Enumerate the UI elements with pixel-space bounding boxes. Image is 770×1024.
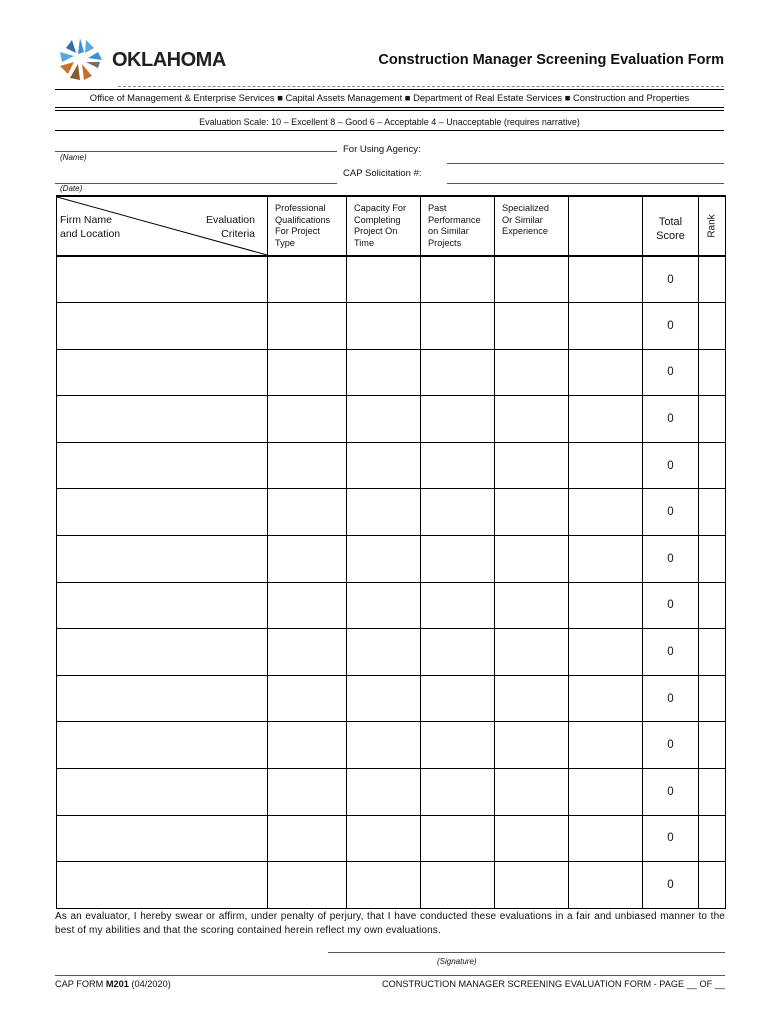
criteria-5-cell[interactable]: [569, 489, 643, 536]
evaluation-scale: Evaluation Scale: 10 – Excellent 8 – Good 6 – Acceptable 4 – Unacceptable (requires narrative): [199, 117, 580, 127]
criteria-3-cell[interactable]: [421, 396, 495, 443]
rank-cell[interactable]: [699, 442, 726, 489]
rank-cell[interactable]: [699, 489, 726, 536]
footer-divider: [55, 975, 725, 976]
table-row: [57, 303, 726, 350]
criteria-4-cell[interactable]: [495, 489, 569, 536]
criteria-5-cell[interactable]: [569, 536, 643, 583]
logo-wordmark: OKLAHOMA: [112, 49, 226, 71]
criteria-1-cell[interactable]: [268, 862, 347, 909]
criteria-2-cell[interactable]: [347, 769, 421, 816]
criteria-2-cell[interactable]: [347, 442, 421, 489]
criteria-4-cell[interactable]: [495, 349, 569, 396]
table-row: [57, 442, 726, 489]
agency-divider-bottom: [55, 110, 724, 111]
table-row: [57, 349, 726, 396]
total-score-cell: 0: [643, 582, 699, 629]
criteria-1-cell[interactable]: [268, 303, 347, 350]
rank-cell[interactable]: [699, 349, 726, 396]
signature-field[interactable]: [328, 952, 725, 953]
evaluation-table: [56, 195, 726, 909]
criteria-1-cell[interactable]: [268, 629, 347, 676]
rank-cell[interactable]: [699, 675, 726, 722]
agency-divider-top: [55, 107, 724, 108]
criteria-5-cell[interactable]: [569, 582, 643, 629]
agency-label: For Using Agency:: [343, 144, 421, 155]
firm-name-header: Firm Name and Location: [60, 214, 121, 240]
criteria-4-cell[interactable]: [495, 862, 569, 909]
criteria-4-cell[interactable]: [495, 629, 569, 676]
criteria-2-cell[interactable]: [347, 629, 421, 676]
evaluator-oath: As an evaluator, I hereby swear or affirm, under penalty of perjury, that I have conducted these evaluations in a fair and unbiased manner to the best of my abilities and that the scoring contained herein reflect my own evaluations.: [55, 911, 725, 936]
criteria-1-cell[interactable]: [268, 769, 347, 816]
criteria-3-cell[interactable]: [421, 489, 495, 536]
table-row: [57, 256, 726, 303]
criteria-1-cell[interactable]: [268, 489, 347, 536]
agency-field[interactable]: [447, 163, 724, 164]
rank-cell[interactable]: [699, 769, 726, 816]
criteria-3-cell[interactable]: [421, 256, 495, 303]
rank-cell[interactable]: [699, 862, 726, 909]
criteria-2-cell[interactable]: [347, 675, 421, 722]
rank-cell[interactable]: [699, 536, 726, 583]
criteria-2-cell[interactable]: [347, 536, 421, 583]
criteria-1-cell[interactable]: [268, 582, 347, 629]
criteria-header-4: Specialized Or Similar Experience: [495, 196, 569, 256]
firm-cell[interactable]: [57, 815, 268, 862]
criteria-5-cell[interactable]: [569, 815, 643, 862]
criteria-4-cell[interactable]: [495, 815, 569, 862]
total-score-cell: 0: [643, 396, 699, 443]
criteria-5-cell[interactable]: [569, 256, 643, 303]
solicitation-label: CAP Solicitation #:: [343, 168, 422, 179]
total-score-cell: 0: [643, 722, 699, 769]
criteria-5-cell[interactable]: [569, 349, 643, 396]
firm-cell[interactable]: [57, 582, 268, 629]
total-score-cell: 0: [643, 442, 699, 489]
criteria-4-cell[interactable]: [495, 582, 569, 629]
solicitation-field[interactable]: [447, 183, 724, 184]
table-row: [57, 536, 726, 583]
rank-cell[interactable]: [699, 256, 726, 303]
rank-cell[interactable]: [699, 722, 726, 769]
criteria-5-cell[interactable]: [569, 722, 643, 769]
firm-cell[interactable]: [57, 396, 268, 443]
firm-cell[interactable]: [57, 442, 268, 489]
rank-header: Rank: [699, 196, 726, 256]
criteria-4-cell[interactable]: [495, 442, 569, 489]
table-row: [57, 396, 726, 443]
table-row: [57, 862, 726, 909]
criteria-4-cell[interactable]: [495, 396, 569, 443]
total-score-cell: 0: [643, 815, 699, 862]
criteria-1-cell[interactable]: [268, 536, 347, 583]
total-score-cell: 0: [643, 675, 699, 722]
criteria-3-cell[interactable]: [421, 722, 495, 769]
criteria-1-cell[interactable]: [268, 349, 347, 396]
title-dashed-divider: [118, 86, 724, 87]
criteria-3-cell[interactable]: [421, 536, 495, 583]
total-score-cell: 0: [643, 489, 699, 536]
criteria-4-cell[interactable]: [495, 722, 569, 769]
firm-cell[interactable]: [57, 303, 268, 350]
header-divider: [55, 89, 724, 90]
criteria-4-cell[interactable]: [495, 256, 569, 303]
criteria-2-cell[interactable]: [347, 396, 421, 443]
rank-cell[interactable]: [699, 396, 726, 443]
oklahoma-logo: [54, 34, 234, 84]
criteria-4-cell[interactable]: [495, 536, 569, 583]
criteria-3-cell[interactable]: [421, 349, 495, 396]
criteria-1-cell[interactable]: [268, 815, 347, 862]
table-row: [57, 582, 726, 629]
total-score-header: Total Score: [643, 196, 699, 256]
table-row: [57, 769, 726, 816]
firm-cell[interactable]: [57, 536, 268, 583]
criteria-5-cell[interactable]: [569, 862, 643, 909]
total-score-cell: 0: [643, 769, 699, 816]
criteria-3-cell[interactable]: [421, 582, 495, 629]
table-row: [57, 722, 726, 769]
rank-cell[interactable]: [699, 815, 726, 862]
page-title: Construction Manager Screening Evaluation Form: [378, 52, 724, 68]
criteria-3-cell[interactable]: [421, 769, 495, 816]
criteria-5-cell[interactable]: [569, 629, 643, 676]
criteria-1-cell[interactable]: [268, 256, 347, 303]
table-row: [57, 815, 726, 862]
criteria-2-cell[interactable]: [347, 303, 421, 350]
total-score-cell: 0: [643, 256, 699, 303]
criteria-5-cell[interactable]: [569, 675, 643, 722]
evaluation-criteria-header: Evaluation Criteria: [205, 214, 255, 240]
criteria-3-cell[interactable]: [421, 629, 495, 676]
name-label: (Name): [60, 153, 87, 162]
criteria-header-1: Professional Qualifications For Project Type: [268, 196, 347, 256]
date-label: (Date): [60, 184, 83, 193]
criteria-1-cell[interactable]: [268, 722, 347, 769]
criteria-header-2: Capacity For Completing Project On Time: [347, 196, 421, 256]
total-score-cell: 0: [643, 536, 699, 583]
criteria-5-cell[interactable]: [569, 396, 643, 443]
rank-cell[interactable]: [699, 303, 726, 350]
criteria-2-cell[interactable]: [347, 489, 421, 536]
total-score-cell: 0: [643, 349, 699, 396]
total-score-cell: 0: [643, 862, 699, 909]
scale-divider: [55, 130, 724, 131]
criteria-3-cell[interactable]: [421, 815, 495, 862]
criteria-header-5: [569, 196, 643, 256]
criteria-2-cell[interactable]: [347, 582, 421, 629]
criteria-3-cell[interactable]: [421, 303, 495, 350]
criteria-1-cell[interactable]: [268, 442, 347, 489]
table-row: [57, 629, 726, 676]
criteria-2-cell[interactable]: [347, 815, 421, 862]
criteria-2-cell[interactable]: [347, 722, 421, 769]
date-field[interactable]: [55, 183, 337, 184]
firm-cell[interactable]: [57, 349, 268, 396]
criteria-2-cell[interactable]: [347, 862, 421, 909]
firm-cell[interactable]: [57, 629, 268, 676]
total-score-cell: 0: [643, 303, 699, 350]
form-id: CAP FORM M201 (04/2020): [55, 979, 171, 989]
criteria-header-3: Past Performance on Similar Projects: [421, 196, 495, 256]
firm-cell[interactable]: [57, 769, 268, 816]
criteria-3-cell[interactable]: [421, 442, 495, 489]
oklahoma-star-icon: [54, 34, 106, 86]
rank-cell[interactable]: [699, 582, 726, 629]
table-row: [57, 675, 726, 722]
agency-line: Office of Management & Enterprise Services ■ Capital Assets Management ■ Department of Real Estate Services ■ Construction and Properties: [89, 92, 690, 103]
page-footer-text: CONSTRUCTION MANAGER SCREENING EVALUATION FORM - PAGE __ OF __: [381, 979, 725, 989]
firm-cell[interactable]: [57, 256, 268, 303]
signature-label: (Signature): [437, 957, 477, 966]
table-row: [57, 489, 726, 536]
firm-cell[interactable]: [57, 675, 268, 722]
table-body: [57, 256, 726, 908]
criteria-2-cell[interactable]: [347, 256, 421, 303]
firm-criteria-header: [57, 196, 268, 256]
criteria-5-cell[interactable]: [569, 303, 643, 350]
criteria-3-cell[interactable]: [421, 675, 495, 722]
firm-cell[interactable]: [57, 489, 268, 536]
criteria-4-cell[interactable]: [495, 675, 569, 722]
table-header-row: [57, 196, 726, 256]
criteria-4-cell[interactable]: [495, 769, 569, 816]
criteria-1-cell[interactable]: [268, 675, 347, 722]
total-score-cell: 0: [643, 629, 699, 676]
firm-cell[interactable]: [57, 722, 268, 769]
firm-cell[interactable]: [57, 862, 268, 909]
criteria-4-cell[interactable]: [495, 303, 569, 350]
criteria-2-cell[interactable]: [347, 349, 421, 396]
rank-cell[interactable]: [699, 629, 726, 676]
criteria-1-cell[interactable]: [268, 396, 347, 443]
criteria-3-cell[interactable]: [421, 862, 495, 909]
criteria-5-cell[interactable]: [569, 769, 643, 816]
name-field[interactable]: [55, 151, 337, 152]
criteria-5-cell[interactable]: [569, 442, 643, 489]
